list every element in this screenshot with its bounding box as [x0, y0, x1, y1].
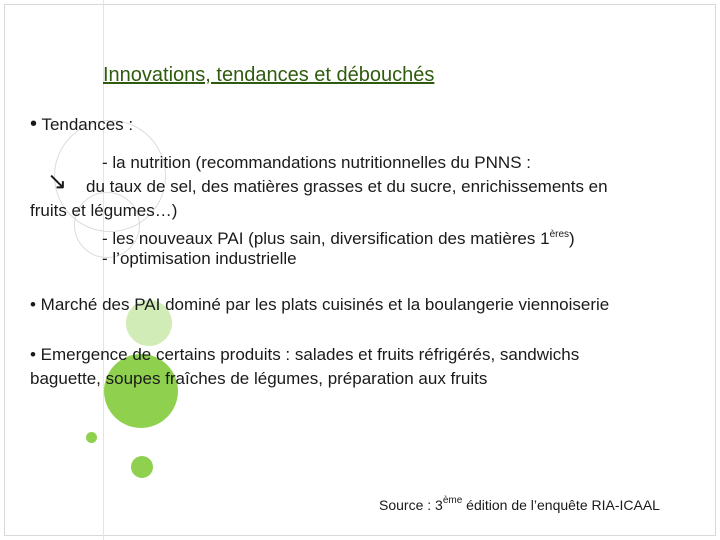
tendances-line-taux: du taux de sel, des matières grasses et du sucre, enrichissements en	[86, 177, 608, 196]
source-citation	[379, 495, 660, 513]
bullet: •	[30, 113, 38, 135]
pai-superscript: ères	[549, 229, 570, 240]
tendances-heading	[30, 112, 133, 137]
source-suffix: édition de l’enquête RIA-ICAAL	[462, 497, 660, 513]
pai-text: - les nouveaux PAI (plus sain, diversification des matières 1	[102, 229, 550, 248]
source-superscript: ème	[442, 495, 463, 506]
arrow-down-right-icon: ↘	[47, 168, 68, 195]
slide-title: Innovations, tendances et débouchés	[103, 64, 435, 86]
emergence-line-1: • Emergence de certains produits : salades et fruits réfrigérés, sandwichs	[30, 345, 580, 364]
emergence-line-2: baguette, soupes fraîches de légumes, préparation aux fruits	[30, 369, 488, 388]
decorative-circle-green-medium	[131, 456, 153, 478]
source-prefix: Source : 3	[379, 497, 443, 513]
marche-bullet: • Marché des PAI dominé par les plats cuisinés et la boulangerie viennoiserie	[30, 295, 610, 314]
tendances-line-nutrition: - la nutrition (recommandations nutritionnelles du PNNS :	[102, 153, 531, 172]
tendances-label: Tendances	[41, 115, 124, 134]
tendances-line-fruits: fruits et légumes…)	[30, 201, 178, 220]
pai-close: )	[569, 229, 575, 248]
tendances-colon: :	[123, 115, 134, 134]
tendances-line-optimisation: - l’optimisation industrielle	[102, 249, 297, 268]
decorative-circle-green-dot	[86, 432, 97, 443]
